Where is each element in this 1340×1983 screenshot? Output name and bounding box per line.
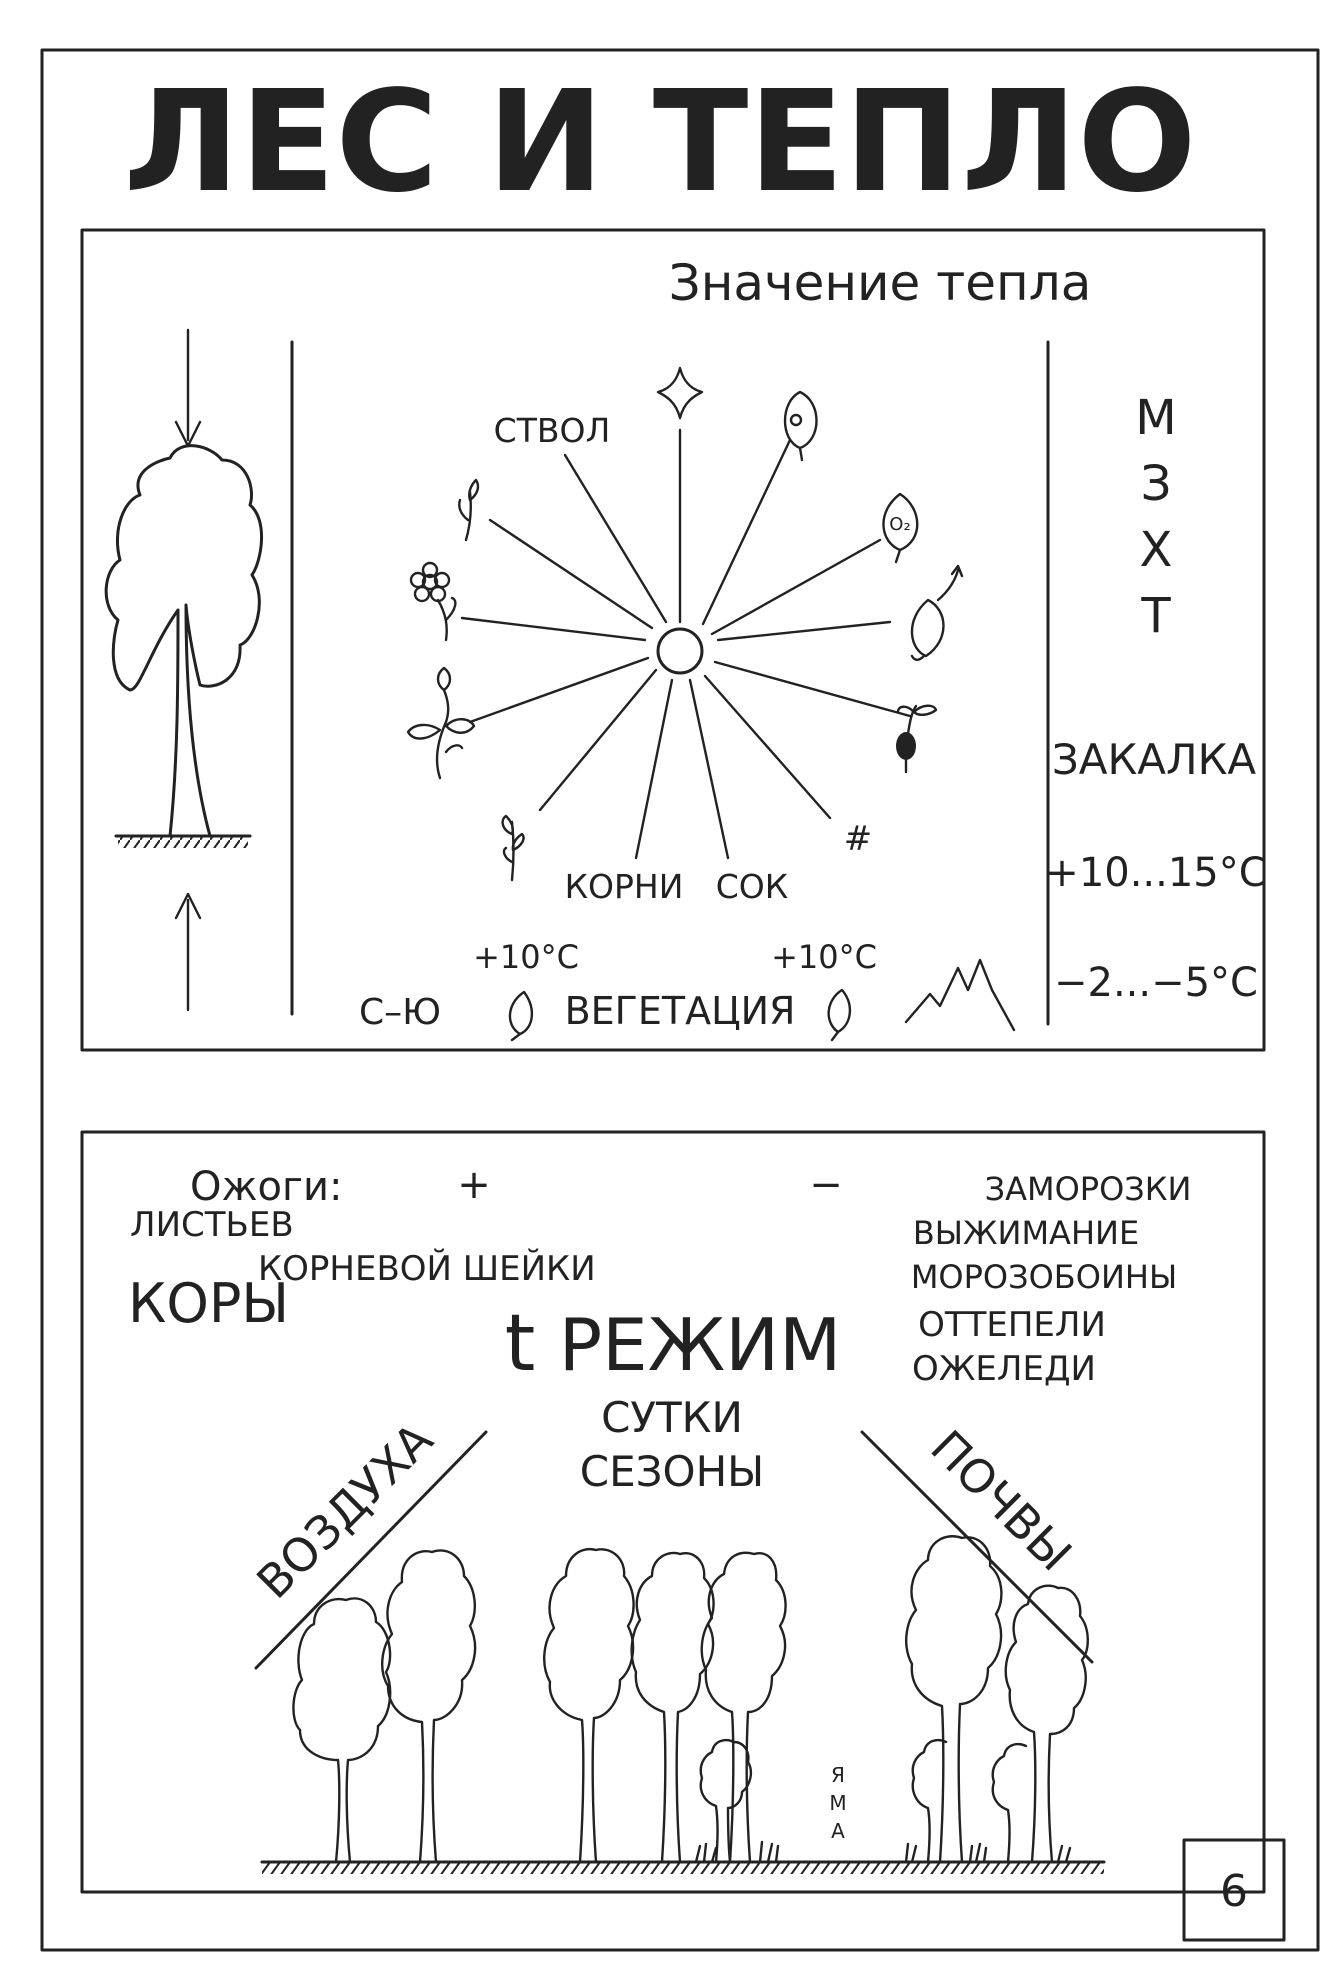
burns-bark: КОРЫ: [128, 1272, 290, 1335]
soil-label: ПОЧВЫ: [920, 1419, 1083, 1582]
sun-diagram: [408, 368, 962, 906]
seed-leaf-icon: [785, 392, 817, 460]
plus-sign: +: [457, 1162, 491, 1208]
range-cold: −2...−5°C: [1053, 960, 1259, 1006]
pit-label-2: М: [829, 1791, 847, 1815]
vegetation-label: ВЕГЕТАЦИЯ: [564, 989, 796, 1033]
mode-word: РЕЖИМ: [558, 1303, 842, 1387]
oxygen-leaf-icon: [883, 494, 917, 562]
top-panel-frame: [82, 230, 1267, 1050]
forest-trees: [293, 1536, 1087, 1862]
sun-rays: [462, 430, 910, 858]
label-roots: КОРНИ: [564, 867, 684, 906]
pit-label-1: Я: [831, 1763, 845, 1787]
temp-right: +10°C: [771, 938, 877, 976]
air-label: ВОЗДУХА: [246, 1412, 444, 1610]
sprout-icon: [503, 816, 524, 880]
big-tree-illustration: [106, 330, 261, 1010]
page-number: 6: [1220, 1866, 1248, 1917]
burns-label: Ожоги:: [190, 1164, 343, 1210]
frosts-label: ЗАМОРОЗКИ: [984, 1170, 1192, 1208]
direction-label: С–Ю: [358, 992, 442, 1033]
star-bud-icon: [658, 368, 702, 418]
heaving-label: ВЫЖИМАНИЕ: [912, 1214, 1140, 1252]
label-sap: СОК: [715, 867, 789, 906]
day-label: СУТКИ: [601, 1393, 743, 1442]
thaws-label: ОТТЕПЕЛИ: [918, 1305, 1106, 1345]
mode-t: t: [504, 1299, 536, 1389]
sun-icon: [658, 629, 702, 673]
growing-leaf-icon: [912, 566, 962, 660]
letter-kh: Х: [1139, 522, 1173, 578]
heat-significance-heading: Значение тепла: [668, 254, 1092, 312]
burns-root-collar: КОРНЕВОЙ ШЕЙКИ: [258, 1249, 596, 1289]
flower-icon: [411, 563, 455, 640]
glaze-label: ОЖЕЛЕДИ: [912, 1349, 1096, 1389]
seasons-label: СЕЗОНЫ: [579, 1447, 765, 1496]
burns-leaves: ЛИСТЬЕВ: [130, 1205, 294, 1245]
seedling-sprout-icon: [896, 706, 936, 772]
label-trunk: СТВОЛ: [493, 411, 611, 450]
letter-t: Т: [1141, 588, 1171, 644]
letter-z: З: [1140, 456, 1172, 512]
poster-title: ЛЕС И ТЕПЛО: [123, 61, 1197, 224]
range-warm: +10...15°C: [1045, 850, 1267, 896]
twig-icon: [459, 480, 478, 540]
hash-mark: #: [843, 819, 873, 859]
forest-ground: [262, 1862, 1104, 1874]
leaf-icon-right: [829, 990, 850, 1040]
temp-left: +10°C: [473, 938, 579, 976]
mountains-icon: [906, 960, 1014, 1030]
hardening-label: ЗАКАЛКА: [1051, 735, 1257, 784]
leaf-icon-left: [510, 992, 532, 1040]
budding-branch-icon: [408, 668, 474, 778]
frost-cracks-label: МОРОЗОБОИНЫ: [910, 1258, 1178, 1296]
svg-text:O₂: O₂: [889, 514, 911, 535]
letter-m: М: [1135, 390, 1177, 446]
pit-label-3: А: [831, 1819, 845, 1843]
minus-sign: −: [809, 1162, 843, 1208]
